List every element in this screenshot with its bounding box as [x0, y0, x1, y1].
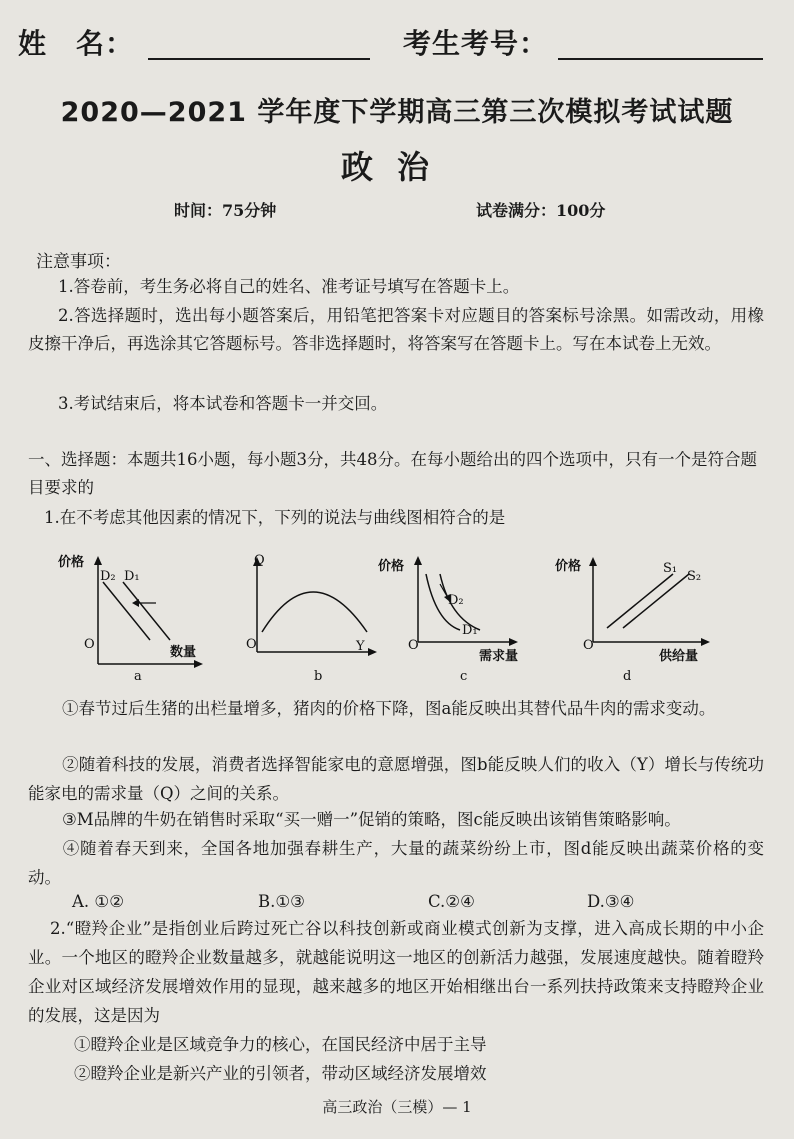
- exam-number-field[interactable]: [558, 58, 763, 60]
- graph-c-origin: O: [408, 638, 419, 653]
- question-1-stem: 1.在不考虑其他因素的情况下，下列的说法与曲线图相符合的是: [44, 508, 506, 527]
- q1-statement: ②随着科技的发展，消费者选择智能家电的意愿增强，图b能反映人们的收入（Y）增长与传统功能家电的需求量（Q）之间的关系。: [28, 755, 764, 803]
- candidate-info-row: [18, 22, 778, 66]
- graph-d-origin: O: [583, 638, 594, 653]
- graph-d-curve-s2: S₂: [687, 569, 702, 584]
- notes-heading: 注意事项：: [36, 252, 121, 272]
- graph-d: [555, 552, 730, 687]
- q1-option-c[interactable]: C.②④: [428, 892, 475, 911]
- q2-statement: ①瞪羚企业是区域竞争力的核心，在国民经济中居于主导: [74, 1035, 487, 1054]
- exam-title: 2020—2021 学年度下学期高三第三次模拟考试试题: [60, 97, 734, 128]
- graph-b-ylabel: Q: [254, 553, 265, 568]
- note-item: 3.考试结束后，将本试卷和答题卡一并交回。: [58, 394, 388, 413]
- graph-c-ylabel: 价格: [378, 559, 405, 574]
- graph-c-xlabel: 需求量: [479, 649, 519, 664]
- graph-c-curve-d2: D₂: [448, 593, 464, 608]
- note-item: 1.答卷前，考生务必将自己的姓名、准考证号填写在答题卡上。: [58, 277, 520, 296]
- graph-a-xlabel: 数量: [170, 645, 197, 660]
- q1-statement: ①春节过后生猪的出栏量增多，猪肉的价格下降，图a能反映出其替代品牛肉的需求变动。: [62, 699, 716, 718]
- exam-number-label: 考生考号：: [403, 27, 549, 60]
- question-2-stem: 2.“瞪羚企业”是指创业后跨过死亡谷以科技创新或商业模式创新为支撑，进入高成长期的中小企业。一个地区的瞪羚企业数量越多，就越能说明这一地区的创新活力越强，发展速度越快。随着瞪羚企业对区域经济发展增效作用的显现，越来越多的地区开始相继出台一系列扶持政策来支持瞪羚企业的发展，这是因为: [28, 919, 764, 1025]
- graph-b-xlabel: Y: [356, 639, 365, 654]
- graph-b-origin: O: [246, 637, 257, 652]
- page-footer: 高三政治（三模）— 1: [322, 1098, 472, 1116]
- q2-statement: ②瞪羚企业是新兴产业的引领者，带动区域经济发展增效: [74, 1064, 487, 1083]
- time-info: 时间：75分钟: [174, 201, 277, 220]
- graph-a-curve-d2: D₂: [100, 569, 116, 584]
- graph-d-xlabel: 供给量: [659, 649, 699, 664]
- graph-c-curve-d1: D₁: [462, 623, 478, 638]
- graph-a-origin: O: [84, 637, 95, 652]
- q1-statement: ③M品牌的牛奶在销售时采取“买一赠一”促销的策略，图c能反映出该销售策略影响。: [62, 810, 681, 829]
- graph-c: [378, 552, 553, 687]
- note-item: 2.答选择题时，选出每小题答案后，用铅笔把答案卡对应题目的答案标号涂黑。如需改动，用橡皮擦干净后，再选涂其它答题标号。答非选择题时，将答案写在答题卡上。写在本试卷上无效。: [28, 306, 764, 353]
- graph-c-label: c: [460, 669, 468, 684]
- graph-d-curve-s1: S₁: [663, 561, 678, 576]
- graph-d-ylabel: 价格: [555, 559, 582, 574]
- graph-a-label: a: [134, 669, 142, 684]
- graph-a: [58, 552, 233, 687]
- q1-statement: ④随着春天到来，全国各地加强春耕生产，大量的蔬菜纷纷上市，图d能反映出蔬菜价格的变动。: [28, 839, 764, 887]
- score-info: 试卷满分：100分: [476, 201, 606, 220]
- section-heading: 一、选择题：本题共16小题，每小题3分，共48分。在每小题给出的四个选项中，只有一个是符合题目要求的: [28, 450, 757, 497]
- q1-option-d[interactable]: D.③④: [587, 892, 635, 911]
- graph-d-label: d: [623, 669, 632, 684]
- name-field[interactable]: [148, 58, 370, 60]
- graph-b-label: b: [314, 669, 323, 684]
- graph-a-ylabel: 价格: [58, 555, 85, 570]
- name-label: 姓 名：: [18, 27, 135, 60]
- subject-title: 政治: [340, 148, 453, 186]
- graph-a-curve-d1: D₁: [124, 569, 140, 584]
- q1-option-a[interactable]: A. ①②: [72, 892, 124, 911]
- q1-option-b[interactable]: B.①③: [258, 892, 305, 911]
